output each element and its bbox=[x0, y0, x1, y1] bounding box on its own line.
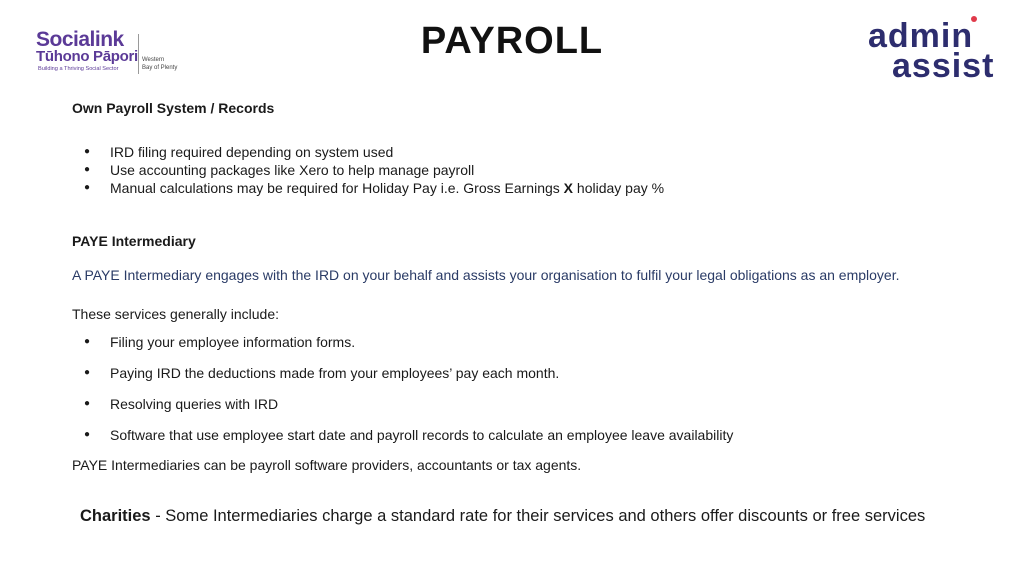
admin-assist-logo bbox=[868, 16, 994, 84]
services-list bbox=[72, 333, 984, 444]
list-item: ● IRD filing required depending on system used bbox=[72, 143, 984, 161]
bullet-text-end: holiday pay % bbox=[573, 180, 665, 196]
paye-intro: A PAYE Intermediary engages with the IRD on your behalf and assists your organisation to fulfil your legal obligations as an employer. bbox=[72, 267, 900, 283]
services-intro: These services generally include: bbox=[72, 306, 279, 322]
bullet-bold-x: X bbox=[563, 180, 574, 196]
list-item bbox=[72, 179, 984, 197]
bullet-text: Manual calculations may be required for Holiday Pay i.e. Gross Earnings bbox=[110, 180, 564, 196]
admin-assist-line2: assist bbox=[892, 47, 995, 85]
section-heading-own-payroll: Own Payroll System / Records bbox=[72, 100, 275, 116]
admin-assist-line1: admin bbox=[868, 17, 974, 55]
charities-label: Charities bbox=[80, 507, 151, 525]
list-item: ● Filing your employee information forms. bbox=[72, 333, 984, 351]
list-item: ● Software that use employee start date and payroll records to calculate an employee leave availability bbox=[72, 426, 984, 444]
providers-note: PAYE Intermediaries can be payroll software providers, accountants or tax agents. bbox=[72, 457, 582, 473]
slide-content bbox=[72, 100, 984, 473]
socialink-name-maori: Tūhono Pāpori bbox=[36, 48, 138, 65]
own-payroll-list bbox=[72, 143, 984, 197]
list-item: ● Resolving queries with IRD bbox=[72, 395, 984, 413]
list-item: ● Use accounting packages like Xero to help manage payroll bbox=[72, 161, 984, 179]
section-heading-paye: PAYE Intermediary bbox=[72, 233, 196, 249]
charities-note bbox=[80, 507, 925, 526]
charities-text: - Some Intermediaries charge a standard rate for their services and others offer discounts or free services bbox=[150, 507, 926, 525]
socialink-name: Socialink bbox=[36, 28, 124, 51]
list-item: ● Paying IRD the deductions made from your employees’ pay each month. bbox=[72, 364, 984, 382]
page-title: PAYROLL bbox=[420, 20, 604, 62]
socialink-region: Western Bay of Plenty bbox=[142, 57, 178, 71]
socialink-tagline: Building a Thriving Social Sector bbox=[38, 66, 119, 72]
